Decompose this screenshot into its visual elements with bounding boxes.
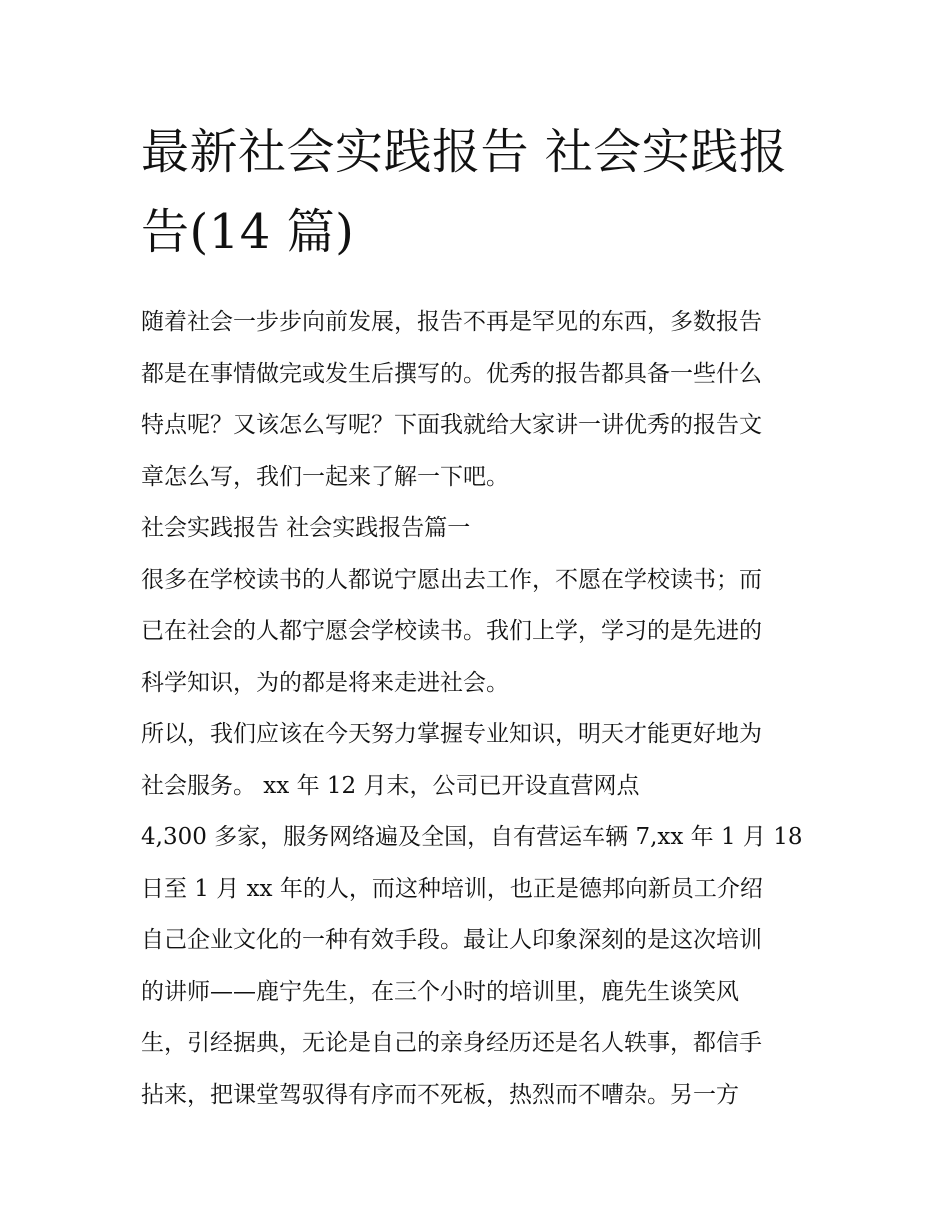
paragraph-line: 4,300 多家，服务网络遍及全国，自有营运车辆 7,xx 年 1 月 18 xyxy=(141,824,803,850)
paragraph-line: 的讲师——鹿宁先生，在三个小时的培训里，鹿先生谈笑风 xyxy=(141,978,739,1005)
document-page xyxy=(141,112,813,1121)
paragraph-line: 拈来，把课堂驾驭得有序而不死板，热烈而不嘈杂。另一方 xyxy=(141,1081,739,1108)
document-body xyxy=(141,297,813,1121)
document-title xyxy=(141,112,813,272)
intro-paragraph-line: 特点呢？又该怎么写呢？下面我就给大家讲一讲优秀的报告文 xyxy=(141,412,762,438)
title-line: 最新社会实践报告 社会实践报 xyxy=(141,124,788,180)
paragraph-line: 社会服务。 xx 年 12 月末，公司已开设直营网点 xyxy=(141,772,640,799)
paragraph-line: 所以，我们应该在今天努力掌握专业知识，明天才能更好地为 xyxy=(141,721,762,747)
intro-paragraph-line: 随着社会一步步向前发展，报告不再是罕见的东西，多数报告 xyxy=(141,309,762,335)
title-line: 告(14 篇) xyxy=(141,204,355,260)
section-heading: 社会实践报告 社会实践报告篇一 xyxy=(141,515,471,541)
paragraph-line: 自己企业文化的一种有效手段。最让人印象深刻的是这次培训 xyxy=(141,927,762,953)
paragraph-line: 日至 1 月 xx 年的人，而这种培训，也正是德邦向新员工介绍 xyxy=(141,875,763,902)
paragraph-line: 已在社会的人都宁愿会学校读书。我们上学，学习的是先进的 xyxy=(141,618,762,644)
paragraph-line: 生，引经据典，无论是自己的亲身经历还是名人轶事，都信手 xyxy=(141,1030,762,1056)
intro-paragraph-line: 都是在事情做完或发生后撰写的。优秀的报告都具备一些什么 xyxy=(141,360,762,387)
paragraph-line: 很多在学校读书的人都说宁愿出去工作，不愿在学校读书；而 xyxy=(141,566,762,593)
paragraph-line: 科学知识，为的都是将来走进社会。 xyxy=(141,669,509,696)
intro-paragraph-line: 章怎么写，我们一起来了解一下吧。 xyxy=(141,463,509,490)
